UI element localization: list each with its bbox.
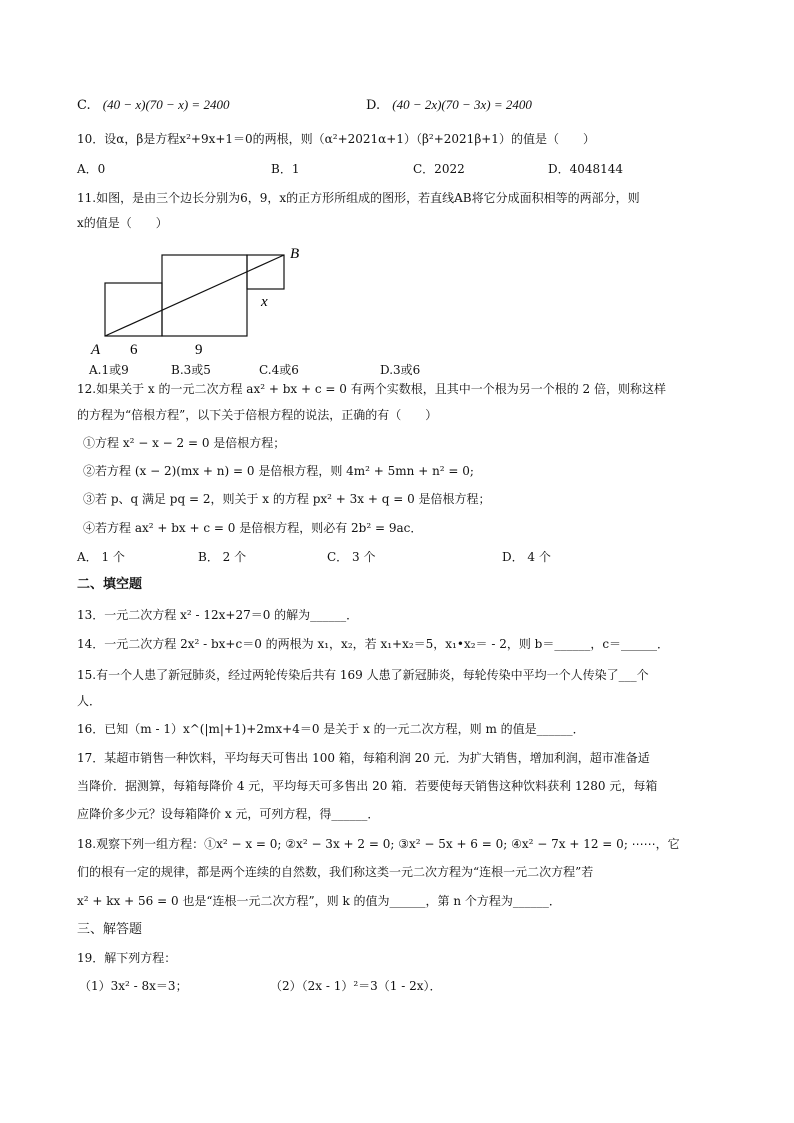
q9-option-c-expr: (40 − x)(70 − x) = 2400 bbox=[102, 97, 230, 112]
section-solve-title: 三、解答题 bbox=[77, 922, 143, 937]
q12-item-3: ③若 p、q 满足 pq = 2，则关于 x 的方程 px² + 3x + q = 0 是倍根方程； bbox=[83, 492, 491, 506]
q19-stem: 19．解下列方程： bbox=[77, 951, 177, 965]
q9-option-d bbox=[366, 97, 532, 114]
q10-stem: 10．设α，β是方程x²+9x+1＝0的两根，则（α²+2021α+1）（β²+2021β+1）的值是（ ） bbox=[77, 132, 595, 146]
q9-option-c bbox=[77, 97, 229, 114]
q10-option-c: C．2022 bbox=[413, 162, 465, 176]
q11-stem-line1: 11.如图，是由三个边长分别为6，9，x的正方形所组成的图形，若直线AB将它分成面积相等的两部分，则 bbox=[77, 191, 640, 205]
q12-stem-line1: 12.如果关于 x 的一元二次方程 ax² + bx + c = 0 有两个实数根，且其中一个根为另一个根的 2 倍，则称这样 bbox=[77, 382, 666, 396]
square-9 bbox=[162, 255, 247, 336]
q18-line2: 们的根有一定的规律，都是两个连续的自然数，我们称这类一元二次方程为“连根一元二次方程”若 bbox=[77, 865, 594, 879]
q11-option-c: C.4或6 bbox=[259, 363, 299, 377]
q11-stem-line2: x的值是（ ） bbox=[77, 216, 168, 230]
q12-item-2: ②若方程 (x − 2)(mx + n) = 0 是倍根方程，则 4m² + 5mn + n² = 0; bbox=[83, 464, 474, 478]
squares-figure bbox=[88, 244, 318, 360]
q10-option-a: A．0 bbox=[77, 162, 106, 176]
square-x bbox=[247, 255, 284, 289]
q10-option-d: D．4048144 bbox=[548, 162, 624, 176]
q9-option-c-label: C. bbox=[77, 98, 91, 113]
square-6 bbox=[105, 283, 162, 336]
q18-line3: x² + kx + 56 = 0 也是“连根一元二次方程”，则 k 的值为______，第 n 个方程为______． bbox=[77, 894, 561, 908]
q9-option-d-label: D. bbox=[366, 98, 381, 113]
q12-option-d: D． 4 个 bbox=[502, 550, 551, 564]
q17-line1: 17．某超市销售一种饮料，平均每天可售出 100 箱，每箱利润 20 元．为扩大销售，增加利润，超市准备适 bbox=[77, 751, 650, 765]
q12-option-b: B． 2 个 bbox=[198, 550, 247, 564]
q15-line1: 15.有一个人患了新冠肺炎，经过两轮传染后共有 169 人患了新冠肺炎，每轮传染中平均一个人传染了___个 bbox=[77, 668, 649, 682]
q12-item-4: ④若方程 ax² + bx + c = 0 是倍根方程，则必有 2b² = 9ac． bbox=[83, 521, 423, 535]
q12-item-1: ①方程 x² − x − 2 = 0 是倍根方程； bbox=[83, 436, 286, 450]
q19-part-1: （1）3x² - 8x＝3； bbox=[79, 979, 188, 993]
q12-stem-line2: 的方程为“倍根方程”，以下关于倍根方程的说法，正确的有（ ） bbox=[77, 408, 438, 422]
line-ab bbox=[105, 255, 284, 336]
side-6-label: 6 bbox=[130, 342, 138, 358]
section-fill-in-title: 二、填空题 bbox=[77, 577, 143, 592]
q11-option-a: A.1或9 bbox=[89, 363, 129, 377]
q14: 14．一元二次方程 2x² - bx+c＝0 的两根为 x₁，x₂，若 x₁+x₂＝5，x₁•x₂＝ - 2，则 b＝______，c＝______． bbox=[77, 637, 670, 651]
q15-line2: 人． bbox=[77, 694, 102, 708]
q11-option-b: B.3或5 bbox=[171, 363, 211, 377]
side-9-label: 9 bbox=[195, 342, 203, 358]
q16: 16．已知（m - 1）x^(|m|+1)+2mx+4＝0 是关于 x 的一元二次方程，则 m 的值是______． bbox=[77, 722, 585, 736]
q13: 13．一元二次方程 x² - 12x+27＝0 的解为______． bbox=[77, 608, 359, 622]
side-x-label: x bbox=[261, 294, 268, 310]
q17-line3: 应降价多少元？设每箱降价 x 元，可列方程，得______． bbox=[77, 807, 380, 821]
q9-option-d-expr: (40 − 2x)(70 − 3x) = 2400 bbox=[392, 97, 532, 112]
q10-option-b: B．1 bbox=[271, 162, 300, 176]
point-a-label: A bbox=[91, 342, 101, 358]
q17-line2: 当降价．据测算，每箱每降价 4 元，平均每天可多售出 20 箱．若要使每天销售这种饮料获利 1280 元，每箱 bbox=[77, 779, 658, 793]
q11-option-d: D.3或6 bbox=[380, 363, 421, 377]
q12-option-a: A． 1 个 bbox=[77, 550, 125, 564]
q18-line1: 18.观察下列一组方程：①x² − x = 0; ②x² − 3x + 2 = 0; ③x² − 5x + 6 = 0; ④x² − 7x + 12 = 0; ⋯⋯，它 bbox=[77, 837, 680, 851]
q12-option-c: C． 3 个 bbox=[327, 550, 376, 564]
q19-part-2: （2）（2x - 1）²＝3（1 - 2x）． bbox=[270, 979, 442, 993]
point-b-label: B bbox=[290, 246, 300, 262]
